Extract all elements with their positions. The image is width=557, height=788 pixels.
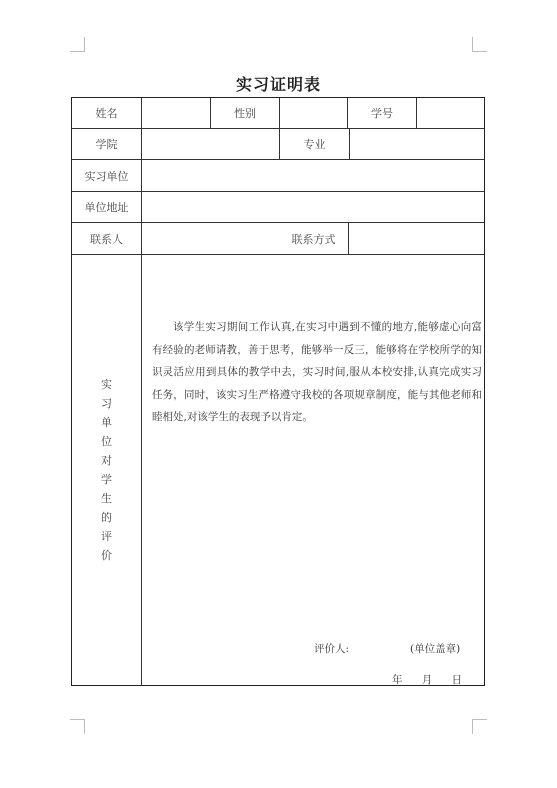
contact-person-field[interactable] [142, 223, 278, 254]
name-label: 姓名 [95, 107, 118, 120]
evaluation-char: 学 [101, 473, 112, 486]
evaluation-text: 该学生实习期间工作认真,在实习中遇到不懂的地方,能够虚心向富有经验的老师请教，善于思考，能够举一反三，能够将在学校所学的知识灵活应用到具体的教学中去，实习时间,服从本校安排,认真完成实习任务，同时，该实习生严格遵守我校的各项规章制度，能与其他老师和睦相处,对该学生的表现予以肯定。 [152, 321, 482, 423]
company-label: 实习单位 [84, 169, 129, 183]
gender-label: 性别 [234, 107, 256, 120]
major-label: 专业 [303, 138, 326, 151]
date-label: 年 月 日 [392, 674, 463, 686]
crop-mark-bottom-right [472, 719, 487, 734]
company-address-field[interactable] [142, 192, 484, 222]
evaluation-char: 位 [101, 435, 112, 448]
evaluation-char: 的 [101, 511, 112, 524]
stamp-label: (单位盖章) [410, 643, 461, 655]
contact-method-field[interactable] [349, 223, 484, 254]
evaluation-char: 评 [101, 530, 112, 543]
company-field[interactable] [142, 160, 484, 191]
evaluation-char: 单 [101, 416, 112, 429]
company-address-label: 单位地址 [84, 201, 129, 214]
internship-certificate-form [71, 97, 485, 686]
form-title: 实习证明表 [235, 75, 321, 94]
crop-mark-top-right [472, 37, 487, 52]
evaluation-char: 实 [101, 378, 112, 391]
student-id-field[interactable] [417, 98, 484, 128]
crop-mark-top-left [70, 37, 85, 52]
evaluation-char: 价 [101, 549, 112, 562]
name-field[interactable] [142, 98, 210, 128]
evaluation-char: 习 [101, 397, 112, 410]
crop-mark-bottom-left [70, 719, 85, 734]
evaluation-label [72, 255, 141, 685]
college-label: 学院 [95, 138, 118, 151]
contact-method-label: 联系方式 [291, 232, 336, 246]
evaluator-label: 评价人: [314, 643, 350, 655]
student-id-label: 学号 [371, 107, 393, 120]
contact-person-label: 联系人 [90, 232, 123, 246]
evaluation-char: 对 [101, 454, 112, 467]
gender-field[interactable] [280, 98, 347, 128]
college-field[interactable] [142, 129, 279, 159]
evaluation-char: 生 [101, 492, 112, 505]
major-field[interactable] [350, 129, 484, 159]
